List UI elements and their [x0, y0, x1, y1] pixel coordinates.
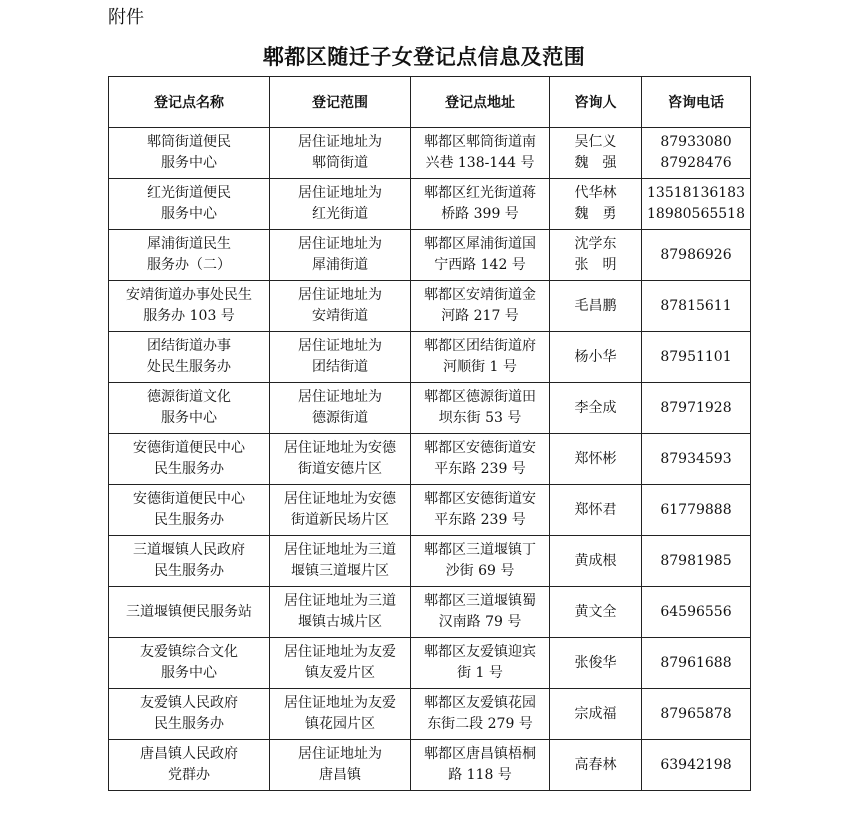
phone-cell — [642, 485, 751, 536]
point-name-cell — [109, 179, 270, 230]
scope-line: 街道新民场片区 — [291, 512, 389, 528]
address-cell — [411, 638, 550, 689]
point-name-cell — [109, 281, 270, 332]
document-title: 郫都区随迁子女登记点信息及范围 — [262, 45, 586, 69]
registration-points-table — [108, 76, 751, 791]
contact-line: 张俊华 — [574, 654, 617, 671]
contact-line: 毛昌鹏 — [574, 297, 617, 314]
phone-line: 87815611 — [660, 297, 732, 314]
table-row — [109, 536, 751, 587]
scope-line: 团结街道 — [312, 359, 368, 375]
scope-line: 居住证地址为安德 — [284, 440, 396, 456]
header-scope: 登记范围 — [270, 77, 411, 128]
point-name-line: 民生服务办 — [154, 716, 224, 732]
address-line: 郫都区三道堰镇丁 — [424, 542, 536, 558]
scope-cell — [270, 179, 411, 230]
table-row — [109, 740, 751, 791]
address-line: 郫都区红光街道蒋 — [424, 185, 536, 201]
phone-line: 87933080 — [660, 134, 732, 150]
scope-line: 犀浦街道 — [312, 257, 368, 273]
scope-line: 居住证地址为 — [298, 236, 382, 252]
point-name-line: 服务办（二） — [147, 257, 231, 273]
point-name-line: 安德街道便民中心 — [133, 491, 245, 507]
scope-line: 居住证地址为三道 — [284, 593, 396, 609]
phone-cell — [642, 281, 751, 332]
address-line: 郫都区安德街道安 — [424, 491, 536, 507]
scope-cell — [270, 689, 411, 740]
scope-cell — [270, 638, 411, 689]
scope-line: 居住证地址为 — [298, 185, 382, 201]
header-phone: 咨询电话 — [642, 77, 751, 128]
table-row — [109, 179, 751, 230]
scope-cell — [270, 128, 411, 179]
point-name-line: 安靖街道办事处民生 — [126, 287, 252, 303]
scope-cell — [270, 434, 411, 485]
table-body — [109, 128, 751, 791]
address-line: 汉南路 79 号 — [438, 614, 522, 630]
phone-line: 87981985 — [660, 552, 732, 569]
address-cell — [411, 740, 550, 791]
point-name-line: 红光街道便民 — [147, 185, 231, 201]
point-name-line: 民生服务办 — [154, 563, 224, 579]
point-name-cell — [109, 332, 270, 383]
attachment-label: 附件 — [108, 7, 144, 28]
point-name-cell — [109, 383, 270, 434]
address-line: 河顺街 1 号 — [443, 359, 517, 375]
phone-cell — [642, 230, 751, 281]
address-cell — [411, 536, 550, 587]
phone-cell — [642, 740, 751, 791]
phone-line: 87971928 — [660, 399, 732, 416]
phone-cell — [642, 383, 751, 434]
phone-line: 87986926 — [660, 246, 732, 263]
scope-line: 镇花园片区 — [305, 716, 375, 732]
address-line: 郫都区德源街道田 — [424, 389, 536, 405]
address-cell — [411, 383, 550, 434]
point-name-line: 团结街道办事 — [147, 338, 231, 354]
phone-cell — [642, 638, 751, 689]
scope-line: 居住证地址为友爱 — [284, 695, 396, 711]
contact-line: 郑怀君 — [574, 501, 617, 518]
scope-cell — [270, 485, 411, 536]
scope-line: 唐昌镇 — [319, 767, 361, 783]
scope-cell — [270, 536, 411, 587]
contact-cell — [550, 230, 642, 281]
contact-line: 高春林 — [574, 756, 617, 773]
phone-line: 87961688 — [660, 654, 732, 671]
address-line: 郫都区团结街道府 — [424, 338, 536, 354]
address-cell — [411, 281, 550, 332]
scope-line: 郫筒街道 — [312, 155, 368, 171]
address-line: 平东路 239 号 — [434, 461, 526, 477]
address-line: 郫都区友爱镇迎宾 — [424, 644, 536, 660]
phone-cell — [642, 689, 751, 740]
address-line: 街 1 号 — [457, 665, 503, 681]
contact-line: 郑怀彬 — [574, 450, 617, 467]
address-cell — [411, 179, 550, 230]
contact-line: 黄文全 — [574, 603, 617, 620]
address-cell — [411, 485, 550, 536]
contact-line: 宗成福 — [574, 705, 617, 722]
table-row — [109, 434, 751, 485]
phone-line: 63942198 — [660, 756, 732, 773]
contact-line: 魏 勇 — [574, 206, 617, 222]
address-line: 河路 217 号 — [441, 308, 519, 324]
contact-line: 代华林 — [574, 185, 617, 201]
contact-cell — [550, 638, 642, 689]
header-address: 登记点地址 — [411, 77, 550, 128]
address-line: 郫都区三道堰镇蜀 — [424, 593, 536, 609]
point-name-cell — [109, 434, 270, 485]
scope-line: 安靖街道 — [312, 308, 368, 324]
address-cell — [411, 128, 550, 179]
contact-line: 杨小华 — [574, 348, 617, 365]
table-row — [109, 230, 751, 281]
contact-line: 吴仁义 — [574, 134, 617, 150]
scope-cell — [270, 383, 411, 434]
phone-line: 87951101 — [660, 348, 732, 365]
table-row — [109, 383, 751, 434]
point-name-line: 德源街道文化 — [147, 389, 231, 405]
scope-line: 居住证地址为 — [298, 287, 382, 303]
point-name-line: 郫筒街道便民 — [147, 134, 231, 150]
point-name-cell — [109, 689, 270, 740]
table-row — [109, 485, 751, 536]
point-name-cell — [109, 740, 270, 791]
scope-line: 居住证地址为安德 — [284, 491, 396, 507]
phone-line: 18980565518 — [647, 206, 745, 222]
table-row — [109, 587, 751, 638]
address-line: 郫都区安德街道安 — [424, 440, 536, 456]
scope-line: 街道安德片区 — [298, 461, 382, 477]
point-name-line: 服务中心 — [161, 206, 217, 222]
contact-cell — [550, 536, 642, 587]
phone-line: 87965878 — [660, 705, 732, 722]
scope-line: 居住证地址为三道 — [284, 542, 396, 558]
point-name-line: 三道堰镇人民政府 — [133, 542, 245, 558]
address-line: 郫都区郫筒街道南 — [424, 134, 536, 150]
scope-line: 居住证地址为友爱 — [284, 644, 396, 660]
phone-cell — [642, 332, 751, 383]
address-cell — [411, 332, 550, 383]
address-line: 郫都区犀浦街道国 — [424, 236, 536, 252]
phone-line: 64596556 — [660, 603, 732, 620]
point-name-line: 服务中心 — [161, 155, 217, 171]
scope-cell — [270, 281, 411, 332]
phone-cell — [642, 128, 751, 179]
phone-line: 87928476 — [660, 155, 732, 171]
scope-cell — [270, 230, 411, 281]
address-line: 坝东街 53 号 — [438, 410, 522, 426]
point-name-line: 民生服务办 — [154, 461, 224, 477]
point-name-line: 唐昌镇人民政府 — [140, 746, 238, 762]
point-name-line: 民生服务办 — [154, 512, 224, 528]
table-header-row — [109, 77, 751, 128]
contact-cell — [550, 587, 642, 638]
point-name-cell — [109, 485, 270, 536]
phone-line: 13518136183 — [647, 185, 745, 201]
contact-cell — [550, 332, 642, 383]
header-contact: 咨询人 — [550, 77, 642, 128]
table-row — [109, 281, 751, 332]
phone-cell — [642, 434, 751, 485]
contact-cell — [550, 485, 642, 536]
address-line: 宁西路 142 号 — [434, 257, 526, 273]
scope-line: 镇友爱片区 — [305, 665, 375, 681]
scope-line: 居住证地址为 — [298, 389, 382, 405]
address-cell — [411, 434, 550, 485]
point-name-line: 服务中心 — [161, 410, 217, 426]
scope-line: 居住证地址为 — [298, 338, 382, 354]
point-name-cell — [109, 230, 270, 281]
scope-line: 德源街道 — [312, 410, 368, 426]
contact-cell — [550, 128, 642, 179]
address-cell — [411, 587, 550, 638]
contact-line: 沈学东 — [574, 236, 617, 252]
scope-line: 居住证地址为 — [298, 746, 382, 762]
contact-cell — [550, 281, 642, 332]
contact-cell — [550, 434, 642, 485]
contact-cell — [550, 383, 642, 434]
phone-cell — [642, 179, 751, 230]
address-line: 桥路 399 号 — [441, 206, 519, 222]
address-line: 平东路 239 号 — [434, 512, 526, 528]
contact-line: 黄成根 — [574, 552, 617, 569]
address-cell — [411, 230, 550, 281]
scope-cell — [270, 740, 411, 791]
phone-cell — [642, 536, 751, 587]
address-line: 沙街 69 号 — [445, 563, 515, 579]
table-row — [109, 638, 751, 689]
point-name-line: 服务中心 — [161, 665, 217, 681]
phone-line: 61779888 — [660, 501, 732, 518]
contact-cell — [550, 179, 642, 230]
header-point-name: 登记点名称 — [109, 77, 270, 128]
contact-line: 张 明 — [574, 257, 617, 273]
point-name-cell — [109, 638, 270, 689]
address-line: 东街二段 279 号 — [427, 716, 533, 732]
table-row — [109, 332, 751, 383]
address-line: 郫都区安靖街道金 — [424, 287, 536, 303]
point-name-line: 友爱镇人民政府 — [140, 695, 238, 711]
scope-line: 堰镇三道堰片区 — [291, 563, 389, 579]
point-name-line: 处民生服务办 — [147, 359, 231, 375]
address-cell — [411, 689, 550, 740]
scope-line: 堰镇古城片区 — [298, 614, 382, 630]
contact-cell — [550, 740, 642, 791]
point-name-cell — [109, 128, 270, 179]
phone-cell — [642, 587, 751, 638]
scope-line: 居住证地址为 — [298, 134, 382, 150]
contact-line: 魏 强 — [574, 155, 617, 171]
scope-cell — [270, 332, 411, 383]
scope-line: 红光街道 — [312, 206, 368, 222]
point-name-line: 服务办 103 号 — [143, 308, 235, 324]
phone-line: 87934593 — [660, 450, 732, 467]
point-name-line: 党群办 — [168, 767, 210, 783]
scope-cell — [270, 587, 411, 638]
address-line: 兴巷 138-144 号 — [425, 155, 535, 171]
address-line: 路 118 号 — [448, 767, 512, 783]
point-name-line: 犀浦街道民生 — [147, 236, 231, 252]
point-name-line: 安德街道便民中心 — [133, 440, 245, 456]
point-name-line: 友爱镇综合文化 — [140, 644, 238, 660]
address-line: 郫都区唐昌镇梧桐 — [424, 746, 536, 762]
contact-cell — [550, 689, 642, 740]
contact-line: 李全成 — [574, 399, 617, 416]
point-name-line: 三道堰镇便民服务站 — [126, 603, 252, 620]
address-line: 郫都区友爱镇花园 — [424, 695, 536, 711]
point-name-cell — [109, 536, 270, 587]
table-row — [109, 128, 751, 179]
table-row — [109, 689, 751, 740]
point-name-cell — [109, 587, 270, 638]
